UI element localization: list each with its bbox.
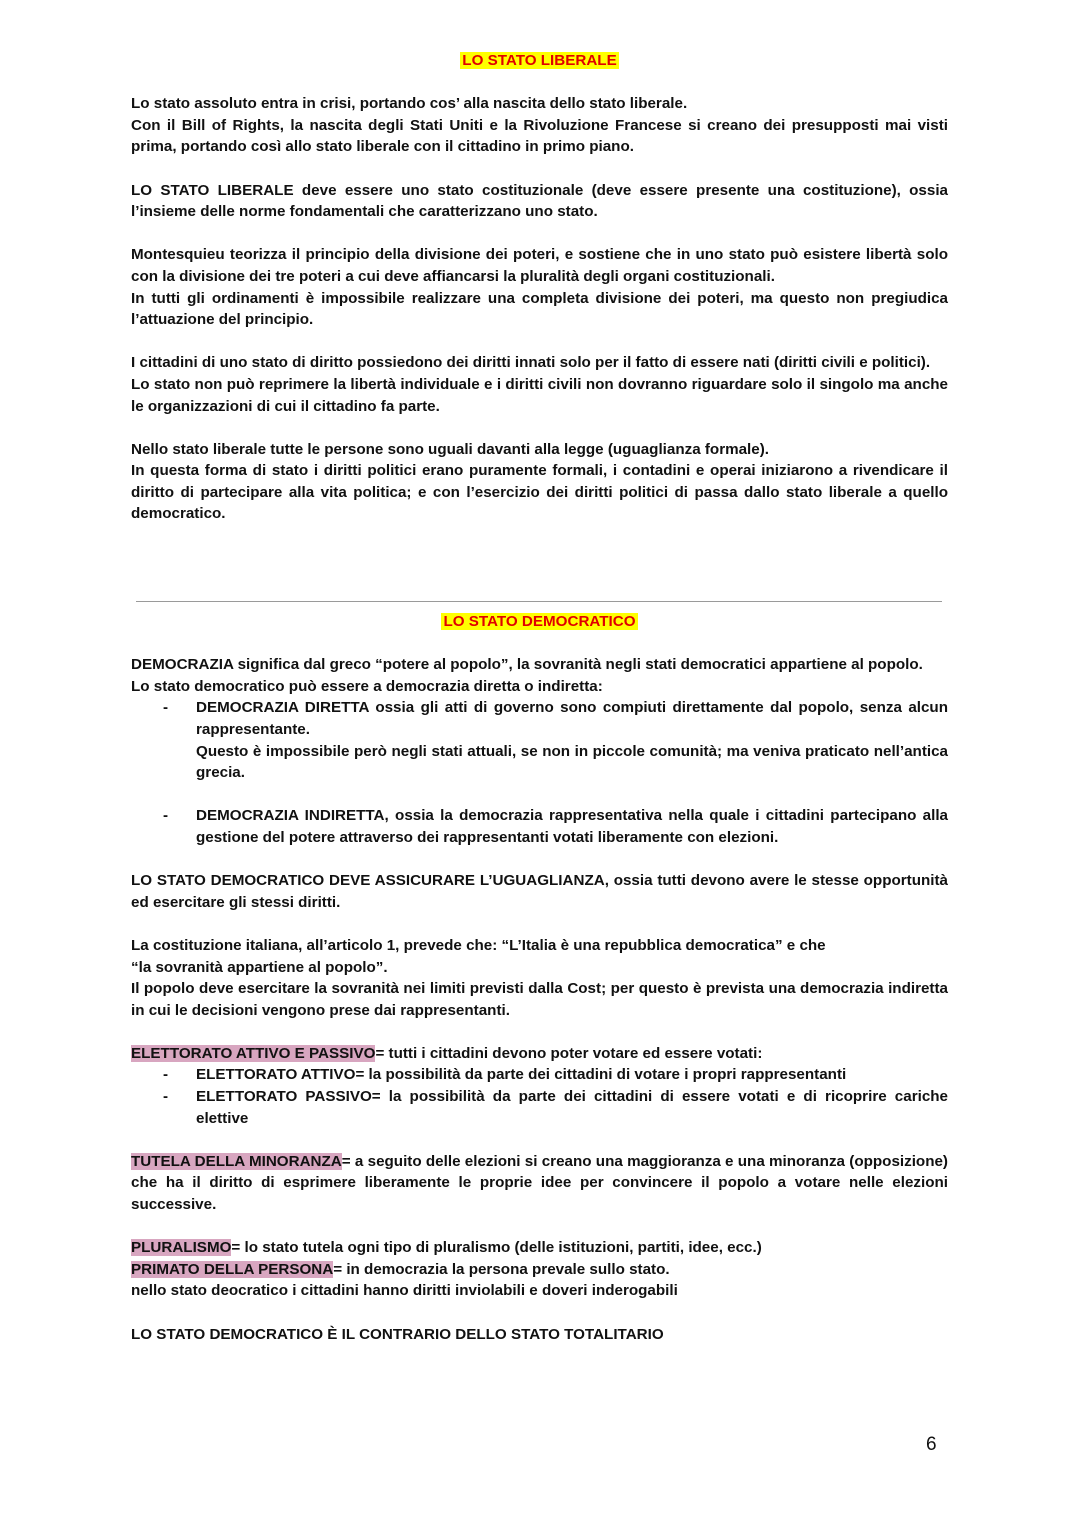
paragraph: Con il Bill of Rights, la nascita degli Stati Uniti e la Rivoluzione Francese si creano dei presupposti mai visti prima, portando così allo stato liberale con il cittadino in primo piano. <box>131 116 948 156</box>
section-title <box>131 611 948 633</box>
paragraph: In tutti gli ordinamenti è impossibile realizzare una completa divisione dei poteri, ma questo non pregiudica l’attuazione del principio. <box>131 289 948 329</box>
list-item-text: ELETTORATO ATTIVO= la possibilità da parte dei cittadini di votare i propri rappresentanti <box>196 1066 847 1084</box>
paragraph: Nello stato liberale tutte le persone sono uguali davanti alla legge (uguaglianza formale). <box>131 440 770 458</box>
highlighted-term: TUTELA DELLA MINORANZA <box>131 1152 342 1170</box>
paragraph: Lo stato democratico può essere a democrazia diretta o indiretta: <box>131 677 603 695</box>
paragraph: Il popolo deve esercitare la sovranità nei limiti previsti dalla Cost; per questo è prevista una democrazia indiretta in cui le decisioni vengono prese dai rappresentanti. <box>131 980 948 1019</box>
list-item-text: DEMOCRAZIA INDIRETTA, ossia la democrazia rappresentativa nella quale i cittadini partecipano alla gestione del potere attraverso dei rappresentanti votati liberamente con elezioni. <box>196 807 948 846</box>
list-item-text: Questo è impossibile però negli stati attuali, se non in piccole comunità; ma veniva praticato nell’antica grecia. <box>196 742 948 782</box>
definition-text: = lo stato tutela ogni tipo di pluralismo (delle istituzioni, partiti, idee, ecc.) <box>231 1239 762 1257</box>
list-item-text: ELETTORATO PASSIVO= la possibilità da parte dei cittadini di essere votati e di ricoprire cariche elettive <box>196 1088 948 1127</box>
democracy-types-list <box>131 697 948 848</box>
list-dash: - <box>163 1066 169 1084</box>
paragraph: nello stato deocratico i cittadini hanno diritti inviolabili e doveri inderogabili <box>131 1282 678 1300</box>
elettorato-list <box>131 1064 948 1129</box>
section-stato-democratico <box>131 611 948 1345</box>
definition-text: = tutti i cittadini devono poter votare ed essere votati: <box>375 1044 763 1062</box>
list-item <box>131 805 948 848</box>
highlighted-term: ELETTORATO ATTIVO E PASSIVO <box>131 1044 376 1062</box>
paragraph: Montesquieu teorizza il principio della divisione dei poteri, e sostiene che in uno stato può esistere libertà solo con la divisione dei tre poteri a cui deve affiancarsi la pluralità degli organi costituzionali. <box>131 246 948 285</box>
list-dash: - <box>163 807 169 825</box>
paragraph: “la sovranità appartiene al popolo”. <box>131 958 388 976</box>
definition-pluralismo <box>131 1237 948 1259</box>
list-item-text: DEMOCRAZIA DIRETTA ossia gli atti di governo sono compiuti direttamente dal popolo, senza alcun rappresentante. <box>196 699 948 738</box>
list-dash: - <box>163 699 169 717</box>
definition-text: = in democrazia la persona prevale sullo stato. <box>333 1260 670 1278</box>
list-item <box>131 1086 948 1129</box>
paragraph: I cittadini di uno stato di diritto possiedono dei diritti innati solo per il fatto di essere nati (diritti civili e politici). <box>131 354 931 372</box>
paragraph: In questa forma di stato i diritti politici erano puramente formali, i contadini e operai iniziarono a rivendicare il diritto di partecipare alla vita politica; e con l’esercizio dei diritti politici di passa dallo stato liberale a quello democratico. <box>131 462 948 523</box>
section-title <box>131 50 948 72</box>
list-item <box>131 697 948 783</box>
highlighted-term: PLURALISMO <box>131 1239 232 1257</box>
section-title-highlight: LO STATO LIBERALE <box>462 52 617 69</box>
list-dash: - <box>163 1088 169 1106</box>
paragraph: LO STATO LIBERALE deve essere uno stato costituzionale (deve essere presente una costituzione), ossia l’insieme delle norme fondamentali che caratterizzano uno stato. <box>131 181 948 221</box>
definition-primato <box>131 1259 948 1281</box>
section-title-highlight: LO STATO DEMOCRATICO <box>443 613 636 630</box>
page-number: 6 <box>926 1434 937 1455</box>
definition-text: = a seguito delle elezioni si creano una maggioranza e una minoranza (opposizione) che ha il diritto di esprimere liberamente le proprie idee per convincere il popolo a votare nelle elezioni successive. <box>131 1152 948 1214</box>
list-item <box>131 1064 948 1086</box>
paragraph: Lo stato non può reprimere la libertà individuale e i diritti civili non dovranno riguardare solo il singolo ma anche le organizzazioni di cui il cittadino fa parte. <box>131 375 948 415</box>
definition-elettorato <box>131 1043 948 1065</box>
paragraph: DEMOCRAZIA significa dal greco “potere al popolo”, la sovranità negli stati democratici appartiene al popolo. <box>131 656 923 674</box>
closing-statement: LO STATO DEMOCRATICO È IL CONTRARIO DELLO STATO TOTALITARIO <box>131 1325 664 1343</box>
paragraph: LO STATO DEMOCRATICO DEVE ASSICURARE L’UGUAGLIANZA, ossia tutti devono avere le stesse opportunità ed esercitare gli stessi diritti. <box>131 872 948 911</box>
section-stato-liberale <box>131 50 948 525</box>
paragraph: La costituzione italiana, all’articolo 1, prevede che: “L’Italia è una repubblica democratica” e che <box>131 936 826 954</box>
highlighted-term: PRIMATO DELLA PERSONA <box>131 1260 334 1278</box>
paragraph: Lo stato assoluto entra in crisi, portando cos’ alla nascita dello stato liberale. <box>131 95 688 113</box>
definition-tutela <box>131 1151 948 1216</box>
horizontal-divider <box>136 601 942 602</box>
